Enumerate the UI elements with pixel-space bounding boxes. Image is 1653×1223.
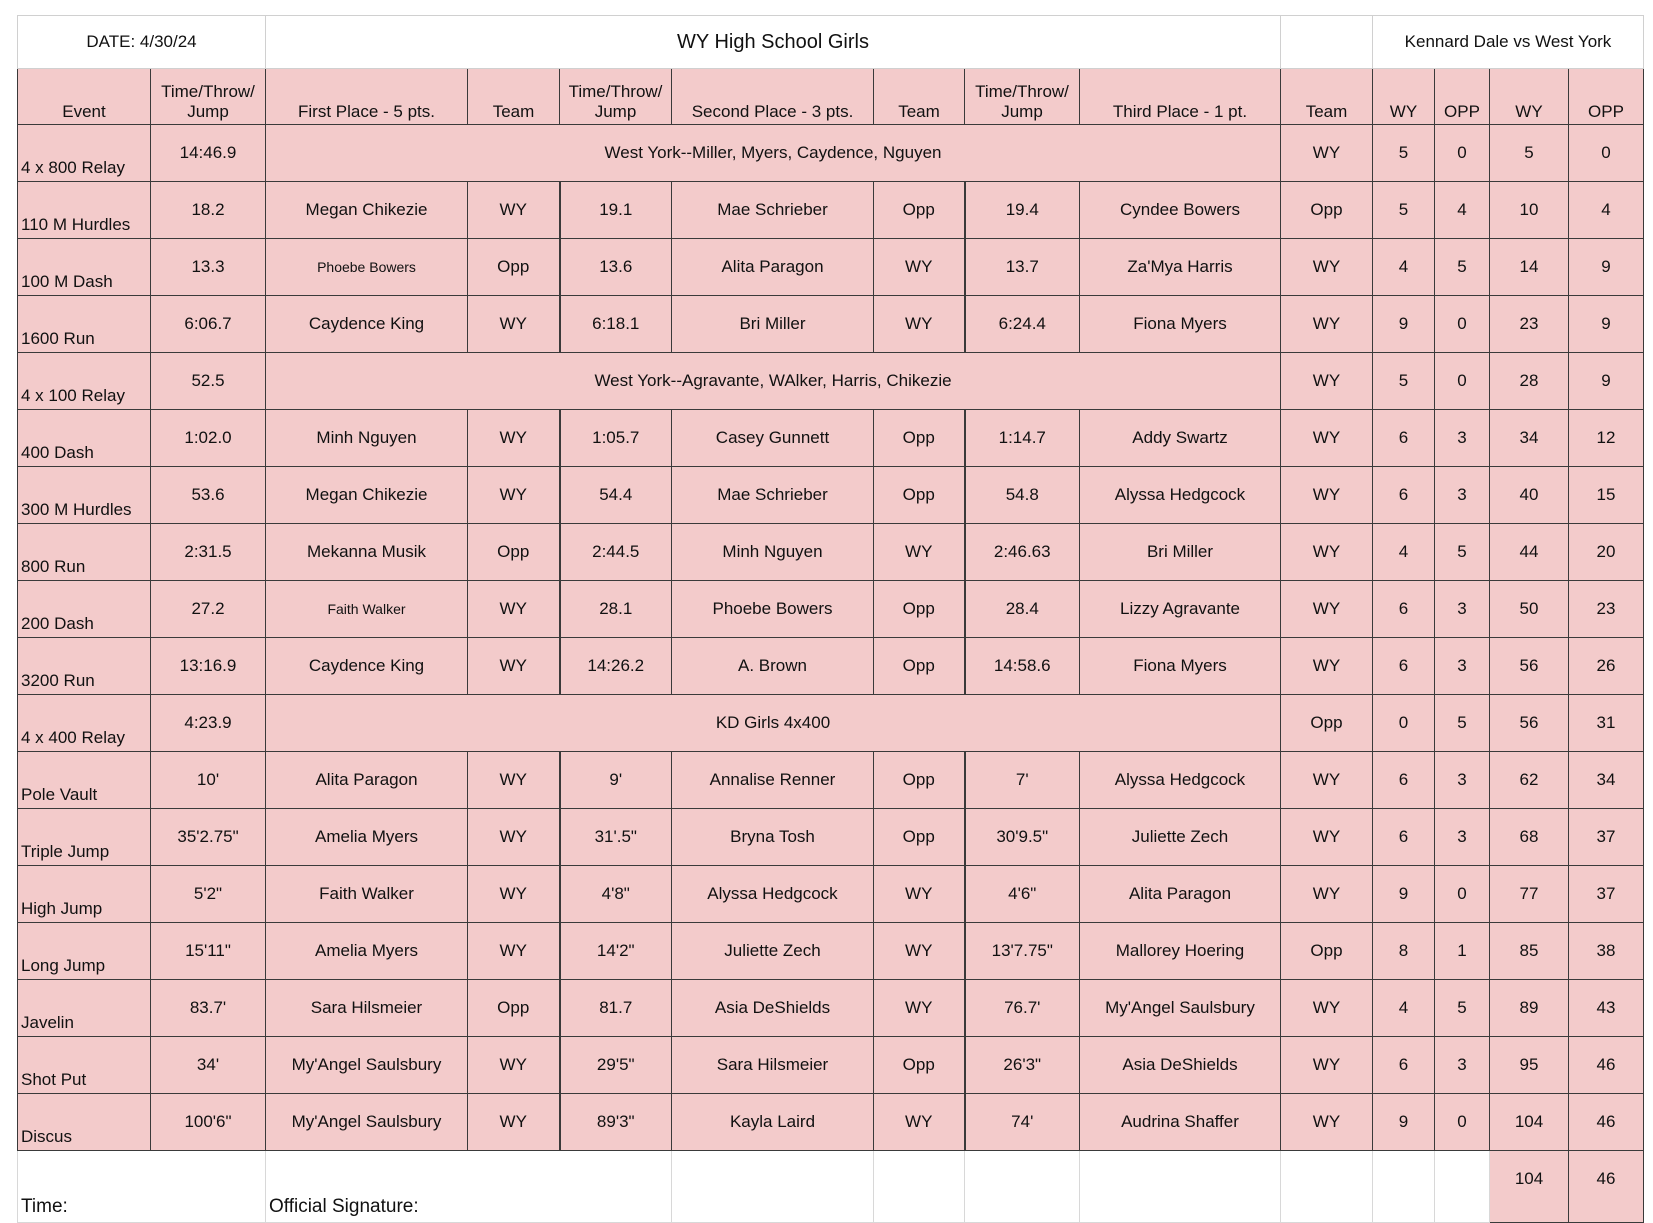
opp-points: 5 (1435, 239, 1490, 296)
third-place-name: Addy Swartz (1080, 410, 1281, 467)
third-place-name: Asia DeShields (1080, 1037, 1281, 1094)
wy-running-total: 5 (1490, 125, 1569, 182)
second-place-team: WY (874, 524, 965, 581)
first-mark: 100'6" (151, 1094, 266, 1151)
second-place-name: Sara Hilsmeier (672, 1037, 874, 1094)
opp-points: 3 (1435, 581, 1490, 638)
opp-running-total: 9 (1569, 239, 1644, 296)
event-row (18, 353, 1644, 410)
signature-label: Official Signature: (266, 1151, 672, 1223)
second-place-team: Opp (874, 752, 965, 809)
second-place-name: Asia DeShields (672, 980, 874, 1037)
opp-points: 3 (1435, 809, 1490, 866)
second-mark: 31'.5" (560, 809, 672, 866)
relay-team: West York--Agravante, WAlker, Harris, Chikezie (266, 353, 1281, 410)
first-mark: 6:06.7 (151, 296, 266, 353)
wy-points: 6 (1373, 752, 1435, 809)
first-place-team: WY (468, 752, 560, 809)
first-mark: 5'2" (151, 866, 266, 923)
col-team2: Team (874, 69, 965, 125)
second-place-name: Juliette Zech (672, 923, 874, 980)
first-mark: 14:46.9 (151, 125, 266, 182)
event-name: Pole Vault (18, 752, 151, 809)
first-place-name: Caydence King (266, 638, 468, 695)
first-place-name: Faith Walker (266, 581, 468, 638)
wy-running-total: 68 (1490, 809, 1569, 866)
wy-running-total: 89 (1490, 980, 1569, 1037)
second-place-team: WY (874, 1094, 965, 1151)
event-name: Discus (18, 1094, 151, 1151)
first-place-name: My'Angel Saulsbury (266, 1037, 468, 1094)
event-row (18, 809, 1644, 866)
wy-running-total: 95 (1490, 1037, 1569, 1094)
third-mark: 26'3" (965, 1037, 1080, 1094)
second-place-team: WY (874, 296, 965, 353)
third-mark: 30'9.5" (965, 809, 1080, 866)
wy-running-total: 104 (1490, 1094, 1569, 1151)
first-place-name: Sara Hilsmeier (266, 980, 468, 1037)
third-place-name: Alyssa Hedgcock (1080, 467, 1281, 524)
second-mark: 29'5" (560, 1037, 672, 1094)
wy-running-total: 56 (1490, 638, 1569, 695)
matchup-label: Kennard Dale vs West York (1373, 16, 1644, 69)
winning-team: WY (1281, 125, 1373, 182)
first-mark: 34' (151, 1037, 266, 1094)
event-row (18, 980, 1644, 1037)
opp-running-total: 37 (1569, 809, 1644, 866)
event-row (18, 410, 1644, 467)
first-mark: 35'2.75" (151, 809, 266, 866)
event-row (18, 752, 1644, 809)
third-place-team: Opp (1281, 923, 1373, 980)
first-place-team: WY (468, 467, 560, 524)
third-mark: 19.4 (965, 182, 1080, 239)
column-header-row (18, 69, 1644, 125)
opp-running-total: 38 (1569, 923, 1644, 980)
first-place-team: WY (468, 866, 560, 923)
wy-points: 6 (1373, 1037, 1435, 1094)
wy-running-total: 44 (1490, 524, 1569, 581)
event-name: 300 M Hurdles (18, 467, 151, 524)
wy-points: 6 (1373, 809, 1435, 866)
second-mark: 89'3" (560, 1094, 672, 1151)
opp-running-total: 15 (1569, 467, 1644, 524)
opp-running-total: 26 (1569, 638, 1644, 695)
first-mark: 27.2 (151, 581, 266, 638)
second-place-team: Opp (874, 581, 965, 638)
opp-points: 4 (1435, 182, 1490, 239)
col-mark2: Time/Throw/ Jump (560, 69, 672, 125)
third-place-team: Opp (1281, 182, 1373, 239)
second-mark: 28.1 (560, 581, 672, 638)
third-place-name: Fiona Myers (1080, 296, 1281, 353)
second-place-team: WY (874, 239, 965, 296)
wy-running-total: 50 (1490, 581, 1569, 638)
wy-points: 5 (1373, 353, 1435, 410)
blank-cell (874, 1151, 965, 1223)
wy-points: 6 (1373, 467, 1435, 524)
first-place-name: Megan Chikezie (266, 467, 468, 524)
second-place-team: Opp (874, 467, 965, 524)
third-mark: 1:14.7 (965, 410, 1080, 467)
second-place-name: Mae Schrieber (672, 467, 874, 524)
third-place-team: WY (1281, 524, 1373, 581)
blank-cell (1281, 1151, 1373, 1223)
first-place-team: WY (468, 923, 560, 980)
opp-running-total: 37 (1569, 866, 1644, 923)
event-name: 4 x 400 Relay (18, 695, 151, 752)
wy-running-total: 10 (1490, 182, 1569, 239)
sheet-title: WY High School Girls (266, 16, 1281, 69)
second-place-team: Opp (874, 638, 965, 695)
blank-cell (965, 1151, 1080, 1223)
third-mark: 76.7' (965, 980, 1080, 1037)
col-wy-total: WY (1490, 69, 1569, 125)
second-mark: 81.7 (560, 980, 672, 1037)
event-row (18, 638, 1644, 695)
wy-running-total: 85 (1490, 923, 1569, 980)
first-place-team: WY (468, 182, 560, 239)
wy-points: 5 (1373, 182, 1435, 239)
second-mark: 4'8" (560, 866, 672, 923)
third-mark: 2:46.63 (965, 524, 1080, 581)
second-mark: 14'2" (560, 923, 672, 980)
third-place-team: WY (1281, 809, 1373, 866)
event-name: 4 x 800 Relay (18, 125, 151, 182)
first-place-team: WY (468, 638, 560, 695)
opp-points: 3 (1435, 752, 1490, 809)
second-mark: 19.1 (560, 182, 672, 239)
footer-row (18, 1151, 1644, 1223)
third-mark: 74' (965, 1094, 1080, 1151)
first-place-name: Mekanna Musik (266, 524, 468, 581)
third-place-name: Alyssa Hedgcock (1080, 752, 1281, 809)
event-name: 110 M Hurdles (18, 182, 151, 239)
opp-running-total: 43 (1569, 980, 1644, 1037)
third-place-team: WY (1281, 866, 1373, 923)
opp-points: 0 (1435, 1094, 1490, 1151)
relay-team: West York--Miller, Myers, Caydence, Nguyen (266, 125, 1281, 182)
opp-points: 3 (1435, 1037, 1490, 1094)
third-mark: 4'6" (965, 866, 1080, 923)
first-place-team: Opp (468, 980, 560, 1037)
third-mark: 54.8 (965, 467, 1080, 524)
opp-points: 0 (1435, 296, 1490, 353)
col-opp-total: OPP (1569, 69, 1644, 125)
second-place-name: Bryna Tosh (672, 809, 874, 866)
wy-points: 6 (1373, 581, 1435, 638)
col-mark3: Time/Throw/ Jump (965, 69, 1080, 125)
wy-points: 5 (1373, 125, 1435, 182)
event-name: 200 Dash (18, 581, 151, 638)
first-place-team: WY (468, 1094, 560, 1151)
third-place-name: Audrina Shaffer (1080, 1094, 1281, 1151)
event-name: Javelin (18, 980, 151, 1037)
first-mark: 13.3 (151, 239, 266, 296)
opp-running-total: 9 (1569, 353, 1644, 410)
col-third-place: Third Place - 1 pt. (1080, 69, 1281, 125)
first-mark: 52.5 (151, 353, 266, 410)
first-place-team: WY (468, 410, 560, 467)
second-place-name: Mae Schrieber (672, 182, 874, 239)
first-place-name: Amelia Myers (266, 809, 468, 866)
wy-points: 4 (1373, 239, 1435, 296)
wy-points: 8 (1373, 923, 1435, 980)
wy-running-total: 14 (1490, 239, 1569, 296)
third-place-team: WY (1281, 980, 1373, 1037)
event-row (18, 1037, 1644, 1094)
wy-points: 4 (1373, 980, 1435, 1037)
opp-running-total: 9 (1569, 296, 1644, 353)
wy-points: 9 (1373, 866, 1435, 923)
opp-running-total: 0 (1569, 125, 1644, 182)
col-first-place: First Place - 5 pts. (266, 69, 468, 125)
second-mark: 1:05.7 (560, 410, 672, 467)
final-wy-score: 104 (1490, 1151, 1569, 1223)
event-row (18, 1094, 1644, 1151)
opp-points: 5 (1435, 980, 1490, 1037)
third-place-name: Fiona Myers (1080, 638, 1281, 695)
third-place-name: My'Angel Saulsbury (1080, 980, 1281, 1037)
second-place-team: WY (874, 866, 965, 923)
second-place-team: WY (874, 923, 965, 980)
third-place-team: WY (1281, 239, 1373, 296)
col-opp: OPP (1435, 69, 1490, 125)
opp-running-total: 23 (1569, 581, 1644, 638)
wy-points: 0 (1373, 695, 1435, 752)
third-mark: 13.7 (965, 239, 1080, 296)
second-mark: 13.6 (560, 239, 672, 296)
opp-points: 3 (1435, 638, 1490, 695)
score-sheet (17, 15, 1644, 1223)
third-place-team: WY (1281, 581, 1373, 638)
event-name: Shot Put (18, 1037, 151, 1094)
wy-points: 9 (1373, 1094, 1435, 1151)
first-mark: 2:31.5 (151, 524, 266, 581)
first-place-team: Opp (468, 524, 560, 581)
event-row (18, 125, 1644, 182)
second-place-team: Opp (874, 182, 965, 239)
winning-team: WY (1281, 353, 1373, 410)
winning-team: Opp (1281, 695, 1373, 752)
third-place-name: Alita Paragon (1080, 866, 1281, 923)
second-place-name: Casey Gunnett (672, 410, 874, 467)
second-place-team: WY (874, 980, 965, 1037)
opp-points: 0 (1435, 866, 1490, 923)
opp-points: 5 (1435, 524, 1490, 581)
first-mark: 53.6 (151, 467, 266, 524)
second-place-name: Alyssa Hedgcock (672, 866, 874, 923)
first-place-team: WY (468, 581, 560, 638)
event-name: High Jump (18, 866, 151, 923)
event-row (18, 182, 1644, 239)
third-place-name: Za'Mya Harris (1080, 239, 1281, 296)
second-place-name: Phoebe Bowers (672, 581, 874, 638)
wy-running-total: 23 (1490, 296, 1569, 353)
first-mark: 13:16.9 (151, 638, 266, 695)
col-mark1: Time/Throw/ Jump (151, 69, 266, 125)
first-mark: 4:23.9 (151, 695, 266, 752)
third-mark: 6:24.4 (965, 296, 1080, 353)
third-place-name: Mallorey Hoering (1080, 923, 1281, 980)
opp-points: 1 (1435, 923, 1490, 980)
opp-running-total: 46 (1569, 1037, 1644, 1094)
second-place-name: A. Brown (672, 638, 874, 695)
first-place-name: Amelia Myers (266, 923, 468, 980)
event-name: 400 Dash (18, 410, 151, 467)
third-place-team: WY (1281, 410, 1373, 467)
event-name: 4 x 100 Relay (18, 353, 151, 410)
opp-running-total: 31 (1569, 695, 1644, 752)
opp-running-total: 46 (1569, 1094, 1644, 1151)
time-label: Time: (18, 1151, 266, 1223)
opp-points: 3 (1435, 467, 1490, 524)
wy-running-total: 34 (1490, 410, 1569, 467)
event-name: 1600 Run (18, 296, 151, 353)
third-place-name: Juliette Zech (1080, 809, 1281, 866)
third-place-name: Cyndee Bowers (1080, 182, 1281, 239)
col-second-place: Second Place - 3 pts. (672, 69, 874, 125)
third-mark: 14:58.6 (965, 638, 1080, 695)
second-place-team: Opp (874, 809, 965, 866)
second-mark: 14:26.2 (560, 638, 672, 695)
blank-cell (1080, 1151, 1281, 1223)
second-place-team: Opp (874, 410, 965, 467)
event-row (18, 581, 1644, 638)
second-place-name: Annalise Renner (672, 752, 874, 809)
wy-running-total: 40 (1490, 467, 1569, 524)
opp-running-total: 20 (1569, 524, 1644, 581)
blank-cell (1281, 16, 1373, 69)
opp-points: 0 (1435, 125, 1490, 182)
wy-running-total: 77 (1490, 866, 1569, 923)
event-row (18, 695, 1644, 752)
second-place-name: Minh Nguyen (672, 524, 874, 581)
second-place-name: Alita Paragon (672, 239, 874, 296)
col-event: Event (18, 69, 151, 125)
third-mark: 28.4 (965, 581, 1080, 638)
first-mark: 1:02.0 (151, 410, 266, 467)
first-place-name: My'Angel Saulsbury (266, 1094, 468, 1151)
event-row (18, 467, 1644, 524)
second-mark: 6:18.1 (560, 296, 672, 353)
third-place-name: Lizzy Agravante (1080, 581, 1281, 638)
event-row (18, 923, 1644, 980)
third-place-team: WY (1281, 1094, 1373, 1151)
third-place-team: WY (1281, 752, 1373, 809)
event-name: Long Jump (18, 923, 151, 980)
event-name: Triple Jump (18, 809, 151, 866)
blank-cell (672, 1151, 874, 1223)
date-label: DATE: 4/30/24 (18, 16, 266, 69)
second-mark: 54.4 (560, 467, 672, 524)
event-row (18, 239, 1644, 296)
wy-running-total: 56 (1490, 695, 1569, 752)
wy-points: 6 (1373, 638, 1435, 695)
third-place-team: WY (1281, 296, 1373, 353)
col-wy: WY (1373, 69, 1435, 125)
first-place-name: Phoebe Bowers (266, 239, 468, 296)
first-place-team: Opp (468, 239, 560, 296)
first-mark: 83.7' (151, 980, 266, 1037)
blank-cell (1435, 1151, 1490, 1223)
first-place-team: WY (468, 809, 560, 866)
opp-points: 5 (1435, 695, 1490, 752)
wy-points: 4 (1373, 524, 1435, 581)
first-mark: 18.2 (151, 182, 266, 239)
first-place-name: Faith Walker (266, 866, 468, 923)
second-place-name: Bri Miller (672, 296, 874, 353)
event-row (18, 866, 1644, 923)
third-place-name: Bri Miller (1080, 524, 1281, 581)
col-team1: Team (468, 69, 560, 125)
second-place-name: Kayla Laird (672, 1094, 874, 1151)
third-place-team: WY (1281, 638, 1373, 695)
wy-running-total: 62 (1490, 752, 1569, 809)
third-mark: 13'7.75" (965, 923, 1080, 980)
wy-points: 6 (1373, 410, 1435, 467)
opp-running-total: 34 (1569, 752, 1644, 809)
second-mark: 9' (560, 752, 672, 809)
blank-cell (1373, 1151, 1435, 1223)
first-mark: 15'11" (151, 923, 266, 980)
second-place-team: Opp (874, 1037, 965, 1094)
first-place-team: WY (468, 1037, 560, 1094)
first-place-name: Minh Nguyen (266, 410, 468, 467)
final-opp-score: 46 (1569, 1151, 1644, 1223)
first-place-name: Caydence King (266, 296, 468, 353)
third-place-team: WY (1281, 1037, 1373, 1094)
first-place-name: Alita Paragon (266, 752, 468, 809)
first-mark: 10' (151, 752, 266, 809)
third-mark: 7' (965, 752, 1080, 809)
sheet-header-row (18, 16, 1644, 69)
opp-running-total: 4 (1569, 182, 1644, 239)
opp-points: 0 (1435, 353, 1490, 410)
wy-points: 9 (1373, 296, 1435, 353)
second-mark: 2:44.5 (560, 524, 672, 581)
relay-team: KD Girls 4x400 (266, 695, 1281, 752)
event-name: 3200 Run (18, 638, 151, 695)
opp-points: 3 (1435, 410, 1490, 467)
first-place-name: Megan Chikezie (266, 182, 468, 239)
event-row (18, 524, 1644, 581)
event-row (18, 296, 1644, 353)
first-place-team: WY (468, 296, 560, 353)
third-place-team: WY (1281, 467, 1373, 524)
event-name: 100 M Dash (18, 239, 151, 296)
wy-running-total: 28 (1490, 353, 1569, 410)
opp-running-total: 12 (1569, 410, 1644, 467)
col-team3: Team (1281, 69, 1373, 125)
event-name: 800 Run (18, 524, 151, 581)
